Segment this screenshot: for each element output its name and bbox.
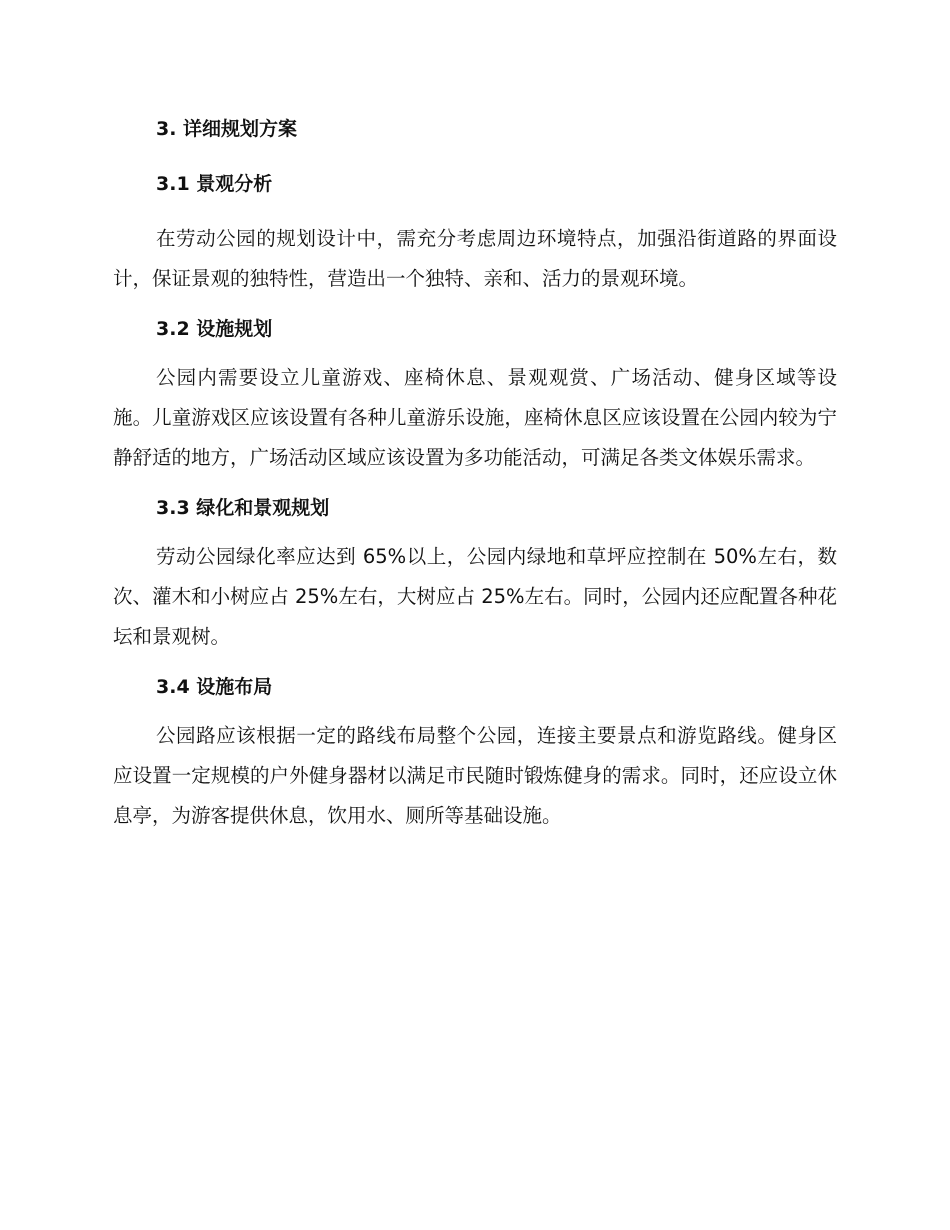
section-paragraph-3-2: 公园内需要设立儿童游戏、座椅休息、景观观赏、广场活动、健身区域等设施。儿童游戏区应该设置有各种儿童游乐设施，座椅休息区应该设置在公园内较为宁静舒适的地方，广场活动区域应该设置为多功能活动，可满足各类文体娱乐需求。 — [113, 366, 837, 469]
section-paragraph-3-4: 公园路应该根据一定的路线布局整个公园，连接主要景点和游览路线。健身区应设置一定规模的户外健身器材以满足市民随时锻炼健身的需求。同时，还应设立休息亭，为游客提供休息，饮用水、厕所等基础设施。 — [113, 724, 837, 827]
section-heading-3-3: 3.3 绿化和景观规划 — [156, 497, 330, 519]
section-heading-3-1: 3.1 景观分析 — [156, 173, 273, 195]
document-body — [113, 112, 837, 836]
main-heading: 3. 详细规划方案 — [156, 118, 298, 140]
section-heading-3-4: 3.4 设施布局 — [156, 676, 273, 698]
section-paragraph-3-3: 劳动公园绿化率应达到 65%以上，公园内绿地和草坪应控制在 50%左右，数次、灌木和小树应占 25%左右，大树应占 25%左右。同时，公园内还应配置各种花坛和景观树。 — [113, 545, 837, 648]
section-paragraph-3-1: 在劳动公园的规划设计中，需充分考虑周边环境特点，加强沿街道路的界面设计，保证景观的独特性，营造出一个独特、亲和、活力的景观环境。 — [113, 227, 837, 290]
section-heading-3-2: 3.2 设施规划 — [156, 318, 273, 340]
